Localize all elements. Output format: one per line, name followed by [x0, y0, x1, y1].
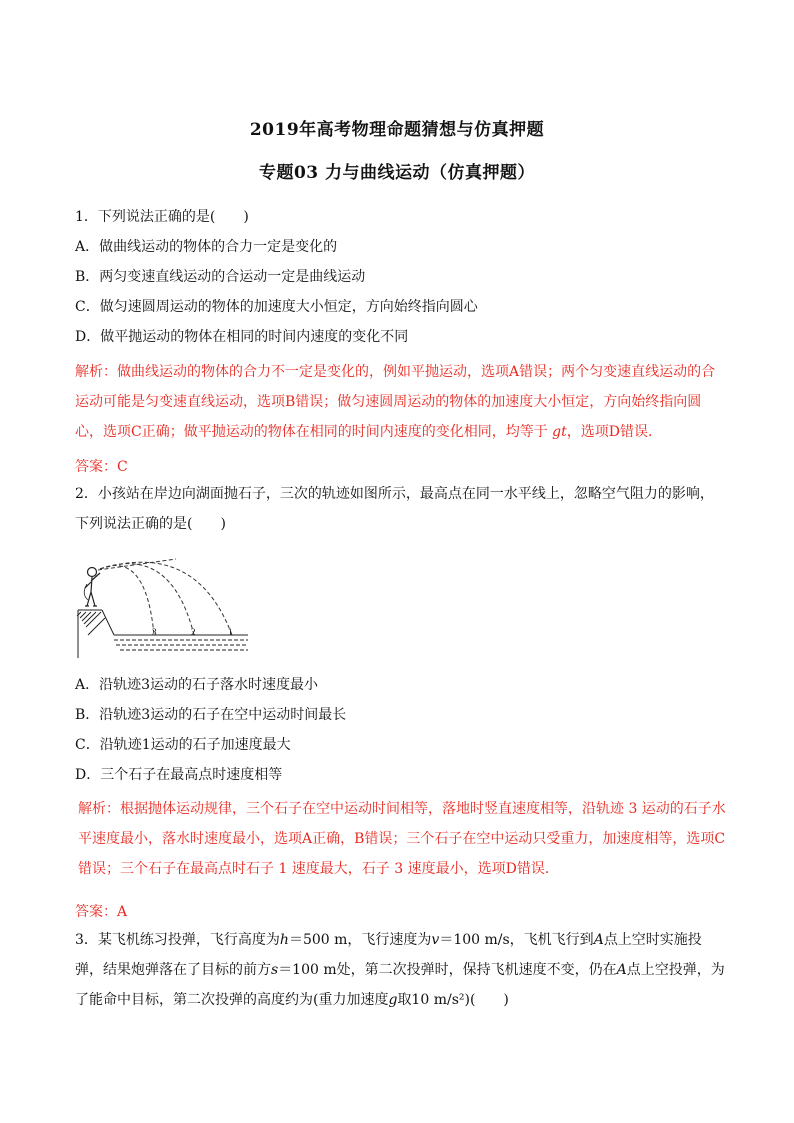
- q1-analysis-variable: gt: [552, 424, 567, 440]
- q3-text-3: ＝100 m/s，飞机飞行到: [439, 932, 594, 948]
- water-surface: [114, 635, 248, 650]
- trajectory-label-1: 1: [228, 627, 233, 637]
- q3-var-s: s: [271, 962, 279, 978]
- q2-option-a: A．沿轨迹3运动的石子落水时速度最小: [75, 677, 319, 693]
- q2-option-c: C．沿轨迹1运动的石子加速度最大: [75, 737, 291, 753]
- shore-cliff: [77, 610, 114, 658]
- trajectory-label-2: 2: [191, 627, 196, 637]
- q3-text-6: 点上空投弹，为了能命中目标，第二次投弹的高度约为(重力加速度: [75, 962, 725, 1008]
- child-figure: [84, 568, 100, 607]
- q2-stem: 2．小孩站在岸边向湖面抛石子，三次的轨迹如图所示，最高点在同一水平线上，忽略空气阻力的影响，下列说法正确的是( ): [75, 486, 714, 532]
- q1-analysis-text-2: ，选项D错误．: [566, 424, 662, 440]
- q1-answer: 答案：C: [75, 459, 128, 475]
- q1-analysis-text-1: 解析：做曲线运动的物体的合力不一定是变化的，例如平抛运动，选项A错误；两个匀变速直线运动的合运动可能是匀变速直线运动，选项B错误；做匀速圆周运动的物体的加速度大小恒定，方向始终指向圆心，选项C正确；做平抛运动的物体在相同的时间内速度的变化相同，均等于: [75, 364, 716, 440]
- trajectory-1: [100, 562, 232, 635]
- q1-option-a: A．做曲线运动的物体的合力一定是变化的: [75, 239, 338, 255]
- q3-text-5: ＝100 m处，第二次投弹时，保持飞机速度不变，仍在: [278, 962, 617, 978]
- q1-stem: 1．下列说法正确的是( ): [75, 209, 249, 225]
- q3-var-a1: A: [593, 932, 604, 948]
- q1-option-b: B．两匀变速直线运动的合运动一定是曲线运动: [75, 269, 366, 285]
- q3-stem: [75, 925, 727, 1015]
- q3-text-4: 点上空时实施投弹，结果炮弹落在了目标的前方: [75, 932, 702, 978]
- q3-var-v: v: [431, 932, 440, 948]
- trajectories: [98, 559, 232, 635]
- q1-option-c: C．做匀速圆周运动的物体的加速度大小恒定，方向始终指向圆心: [75, 299, 478, 315]
- q1-option-d: D．做平抛运动的物体在相同的时间内速度的变化不同: [75, 329, 409, 345]
- q3-var-a2: A: [616, 962, 627, 978]
- q3-text-7: 取10 m/s²)( ): [397, 992, 509, 1008]
- q3-text-2: ＝500 m，飞行速度为: [288, 932, 432, 948]
- trajectory-label-3: 3: [152, 627, 157, 637]
- q3-text-1: 3．某飞机练习投弹，飞行高度为: [75, 932, 280, 948]
- q3-var-g: g: [388, 992, 398, 1008]
- trajectory-figure: [76, 548, 250, 658]
- q3-var-h: h: [279, 932, 289, 948]
- document-title: 2019年高考物理命题猜想与仿真押题: [249, 120, 545, 140]
- trajectory-3: [100, 566, 154, 635]
- q2-analysis: 解析：根据抛体运动规律，三个石子在空中运动时间相等，落地时竖直速度相等，沿轨迹 3 运动的石子水平速度最小，落水时速度最小，选项A正确，B错误；三个石子在空中运动只受重力，加速度相等，选项C错误；三个石子在最高点时石子 1 速度最大，石子 3 速度最小，选项D错误．: [78, 801, 726, 877]
- trajectory-2: [100, 564, 194, 635]
- document-subtitle: 专题03 力与曲线运动（仿真押题）: [258, 163, 536, 183]
- q1-analysis: [75, 357, 727, 447]
- q2-option-d: D．三个石子在最高点时速度相等: [75, 767, 283, 783]
- q2-answer: 答案：A: [75, 904, 128, 920]
- q2-option-b: B．沿轨迹3运动的石子在空中运动时间最长: [75, 707, 347, 723]
